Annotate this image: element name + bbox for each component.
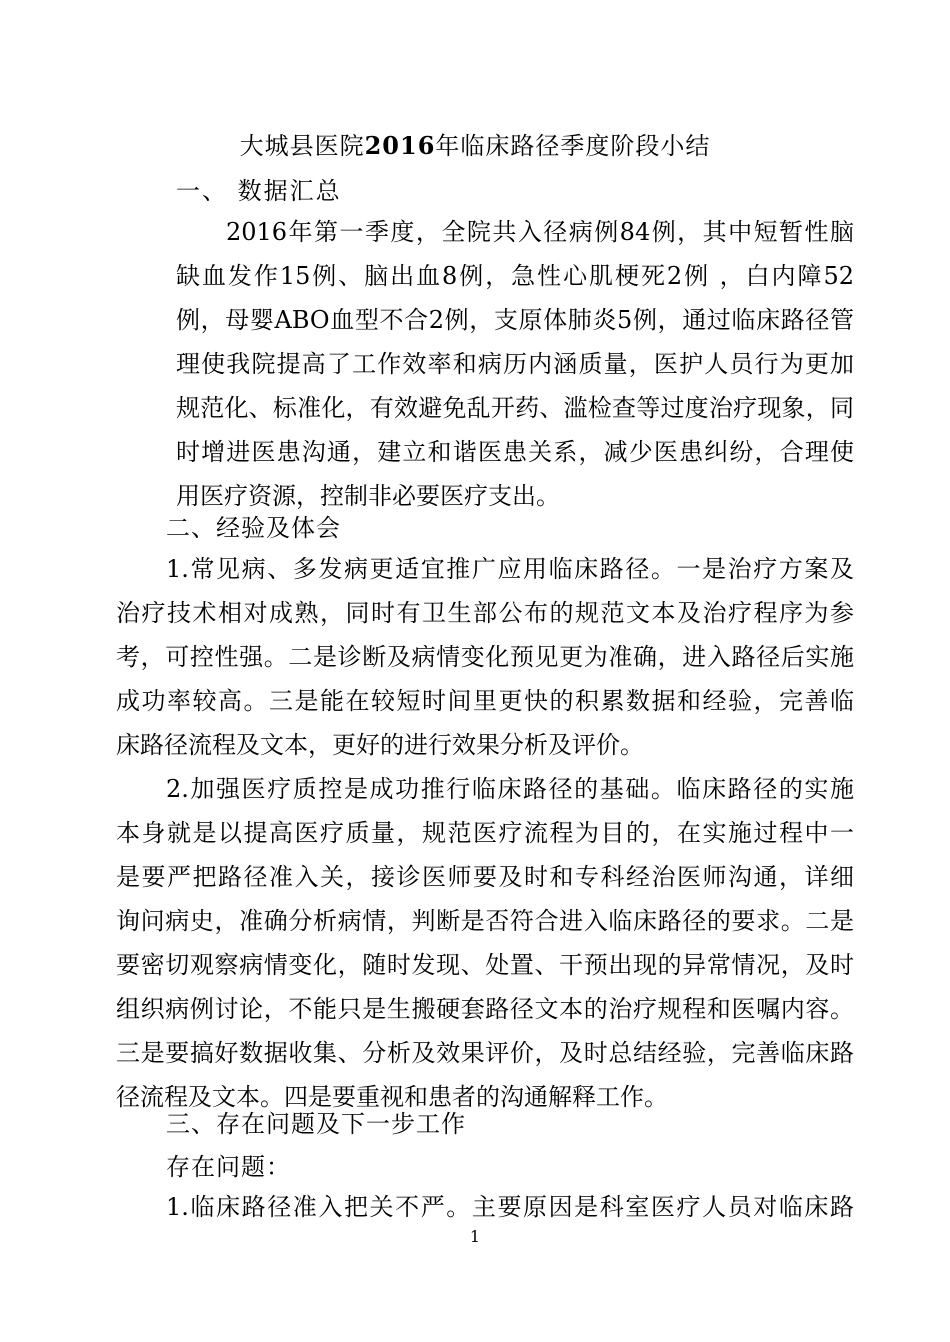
paragraph-line: 要密切观察病情变化，随时发现、处置、干预出现的异常情况，及时: [116, 951, 854, 979]
paragraph-line: 理使我院提高了工作效率和病历内涵质量，医护人员行为更加: [176, 350, 854, 378]
paragraph-line: 考，可控性强。二是诊断及病情变化预见更为准确，进入路径后实施: [116, 643, 854, 671]
paragraph-line: 床路径流程及文本，更好的进行效果分析及评价。: [116, 731, 644, 759]
section2-paragraph-1: [116, 547, 854, 767]
section3-heading: 三、存在问题及下一步工作: [166, 1110, 466, 1138]
paragraph-line: 成功率较高。三是能在较短时间里更快的积累数据和经验，完善临: [116, 687, 854, 715]
paragraph-line: 本身就是以提高医疗质量，规范医疗流程为目的，在实施过程中一: [116, 819, 854, 847]
title-prefix: 大城县医院: [239, 132, 365, 160]
section3-subheading: 存在问题：: [166, 1153, 291, 1181]
paragraph-line: 时增进医患沟通，建立和谐医患关系，减少医患纠纷，合理使: [176, 438, 854, 466]
paragraph-line: 用医疗资源，控制非必要医疗支出。: [176, 482, 560, 510]
paragraph-line: 1.常见病、多发病更适宜推广应用临床路径。一是治疗方案及: [166, 555, 854, 583]
page-number: 1: [469, 1227, 481, 1246]
paragraph-line: 2.加强医疗质控是成功推行临床路径的基础。临床路径的实施: [166, 775, 854, 803]
section1-heading: 一、 数据汇总: [176, 177, 342, 205]
paragraph-line: 三是要搞好数据收集、分析及效果评价，及时总结经验，完善临床路: [116, 1039, 854, 1067]
paragraph-line: 径流程及文本。四是要重视和患者的沟通解释工作。: [116, 1083, 668, 1111]
document-title: [0, 128, 950, 164]
section2-heading: 二、经验及体会: [166, 514, 341, 542]
section2-paragraph-2: [116, 767, 854, 1119]
section1-paragraph: [176, 210, 854, 518]
title-year: 2016: [364, 131, 436, 160]
title-suffix: 年临床路径季度阶段小结: [435, 132, 711, 160]
paragraph-line: 组织病例讨论，不能只是生搬硬套路径文本的治疗规程和医嘱内容。: [116, 995, 854, 1023]
paragraph-line: 治疗技术相对成熟，同时有卫生部公布的规范文本及治疗程序为参: [116, 599, 854, 627]
paragraph-line: 缺血发作15例、脑出血8例，急性心肌梗死2例 ，白内障52: [176, 262, 854, 290]
paragraph-line: 规范化、标准化，有效避免乱开药、滥检查等过度治疗现象，同: [176, 394, 854, 422]
paragraph-line: 例，母婴ABO血型不合2例，支原体肺炎5例，通过临床路径管: [176, 306, 854, 334]
paragraph-line: 询问病史，准确分析病情，判断是否符合进入临床路径的要求。二是: [116, 907, 854, 935]
paragraph-line: 是要严把路径准入关，接诊医师要及时和专科经治医师沟通，详细: [116, 863, 854, 891]
section3-paragraph-1: [116, 1185, 854, 1229]
paragraph-line: 1.临床路径准入把关不严。主要原因是科室医疗人员对临床路: [166, 1193, 854, 1221]
paragraph-line: 2016年第一季度，全院共入径病例84例，其中短暂性脑: [226, 218, 854, 246]
